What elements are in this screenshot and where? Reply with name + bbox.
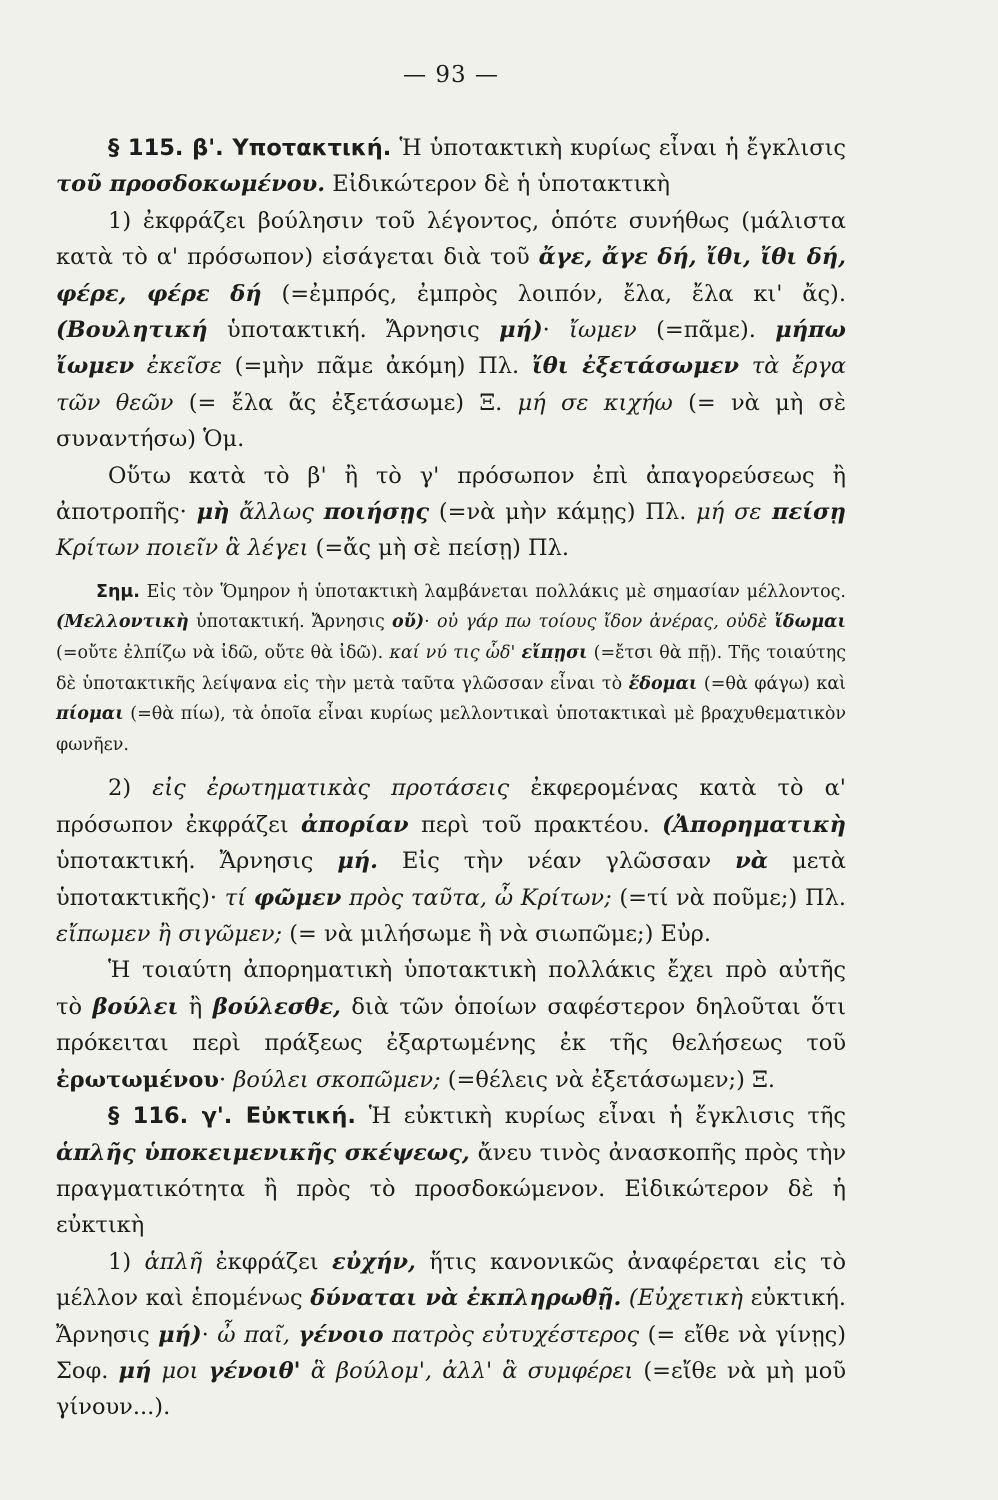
paragraph-prohibition: Οὕτω κατὰ τὸ β' ἢ τὸ γ' πρόσωπον ἐπὶ ἀπαγορεύσεως ἢ ἀποτροπῆς· μὴ ἄλλως ποιήσῃς (=νὰ μὴν κάμῃς) Πλ. μή σε πείσῃ Κρίτων ποιεῖν ἃ λέγει (=ἄς μὴ σὲ πείσῃ) Πλ. bbox=[56, 462, 846, 562]
note-block bbox=[56, 577, 846, 761]
section-115-paragraph: § 115. β'. Υποτακτική. Ἡ ὑποτακτικὴ κυρίως εἶναι ἡ ἔγκλισις τοῦ προσδοκωμένου. Εἰδικώτερον δὲ ἡ ὑποτακτικὴ bbox=[56, 135, 846, 198]
note-paragraph: Σημ. Εἰς τὸν Ὅμηρον ἡ ὑποτακτικὴ λαμβάνεται πολλάκις μὲ σημασίαν μέλλοντος. (Μελλοντικὴ ὑποτακτική. Ἄρνησις οὔ)· οὐ γάρ πω τοίους ἴδον ἀνέρας, οὐδὲ ἴδωμαι (=οὔτε ἐλπίζω νὰ ἰδῶ, οὔτε θὰ ἰδῶ). καί νύ τις ὧδ' εἴπῃσι (=ἔτσι θὰ πῇ). Τῆς τοιαύτης δὲ ὑποτακτικῆς λείψανα εἰς τὴν μετὰ ταῦτα γλῶσσαν εἶναι τὸ ἔδομαι (=θὰ φάγω) καὶ πίομαι (=θὰ πίω), τὰ ὁποῖα εἶναι κυρίως μελλοντικαὶ ὑποτακτικαὶ μὲ βραχυθεματικὸν φωνῆεν. bbox=[56, 581, 847, 755]
section-116-heading: § 116. γ'. Εὐκτική. bbox=[108, 1103, 356, 1130]
note-label: Σημ. bbox=[96, 581, 140, 602]
book-page bbox=[56, 62, 846, 1426]
section-115-heading: § 115. β'. Υποτακτική. bbox=[108, 135, 392, 161]
paragraph-optative-1: 1) ἁπλῆ ἐκφράζει εὐχήν, ἥτις κανονικῶς ἀναφέρεται εἰς τὸ μέλλον καὶ ἑπομένως δύναται νὰ ἐκπληρωθῇ. (Εὐχετικὴ εὐκτική. Ἄρνησις μή)· ὦ παῖ, γένοιο πατρὸς εὐτυχέστερος (= εἴθε νὰ γίνῃς) Σοφ. μή μοι γένοιθ' ἃ βούλομ', ἀλλ' ἃ συμφέρει (=εἴθε νὰ μὴ μοῦ γίνουν...). bbox=[56, 1248, 846, 1421]
section-116-paragraph: § 116. γ'. Εὐκτική. Ἡ εὐκτικὴ κυρίως εἶναι ἡ ἔγκλισις τῆς ἁπλῆς ὑποκειμενικῆς σκέψεως, ἄνευ τινὸς ἀνασκοπῆς πρὸς τὴν πραγματικότητα ἢ πρὸς τὸ προσδοκώμενον. Εἰδικώτερον δὲ ἡ εὐκτικὴ bbox=[56, 1103, 846, 1239]
paragraph-dubitative: Ἡ τοιαύτη ἀπορηματικὴ ὑποτακτικὴ πολλάκις ἔχει πρὸ αὐτῆς τὸ βούλει ἢ βούλεσθε, διὰ τῶν ὁποίων σαφέστερον δηλοῦται ὅτι πρόκειται περὶ πράξεως ἐξαρτωμένης ἐκ τῆς θελήσεως τοῦ ἐρωτωμένου· βούλει σκοπῶμεν; (=θέλεις νὰ ἐξετάσωμεν;) Ξ. bbox=[56, 957, 846, 1093]
page-number: — 93 — bbox=[403, 62, 499, 88]
paragraph-point-2: 2) εἰς ἐρωτηματικὰς προτάσεις ἐκφερομένας κατὰ τὸ α' πρόσωπον ἐκφράζει ἀπορίαν περὶ τοῦ πρακτέου. (Ἀπορηματικὴ ὑποτακτική. Ἄρνησις μή. Εἰς τὴν νέαν γλῶσσαν νὰ μετὰ ὑποτακτικῆς)· τί φῶμεν πρὸς ταῦτα, ὦ Κρίτων; (=τί νὰ ποῦμε;) Πλ. εἴπωμεν ἢ σιγῶμεν; (= νὰ μιλήσωμε ἢ νὰ σιωπῶμε;) Εὐρ. bbox=[56, 775, 846, 948]
paragraph-point-1: 1) ἐκφράζει βούλησιν τοῦ λέγοντος, ὁπότε συνήθως (μάλιστα κατὰ τὸ α' πρόσωπον) εἰσάγεται διὰ τοῦ ἄγε, ἄγε δή, ἴθι, ἴθι δή, φέρε, φέρε δή (=ἐμπρός, ἐμπρὸς λοιπόν, ἔλα, ἔλα κι' ἄς). (Βουλητική ὑποτακτική. Ἄρνησις μή)· ἴωμεν (=πᾶμε). μήπω ἴωμεν ἐκεῖσε (=μὴν πᾶμε ἀκόμη) Πλ. ἴθι ἐξετάσωμεν τὰ ἔργα τῶν θεῶν (= ἔλα ἄς ἐξετάσωμε) Ξ. μή σε κιχήω (= νὰ μὴ σὲ συναντήσω) Ὁμ. bbox=[56, 207, 847, 453]
